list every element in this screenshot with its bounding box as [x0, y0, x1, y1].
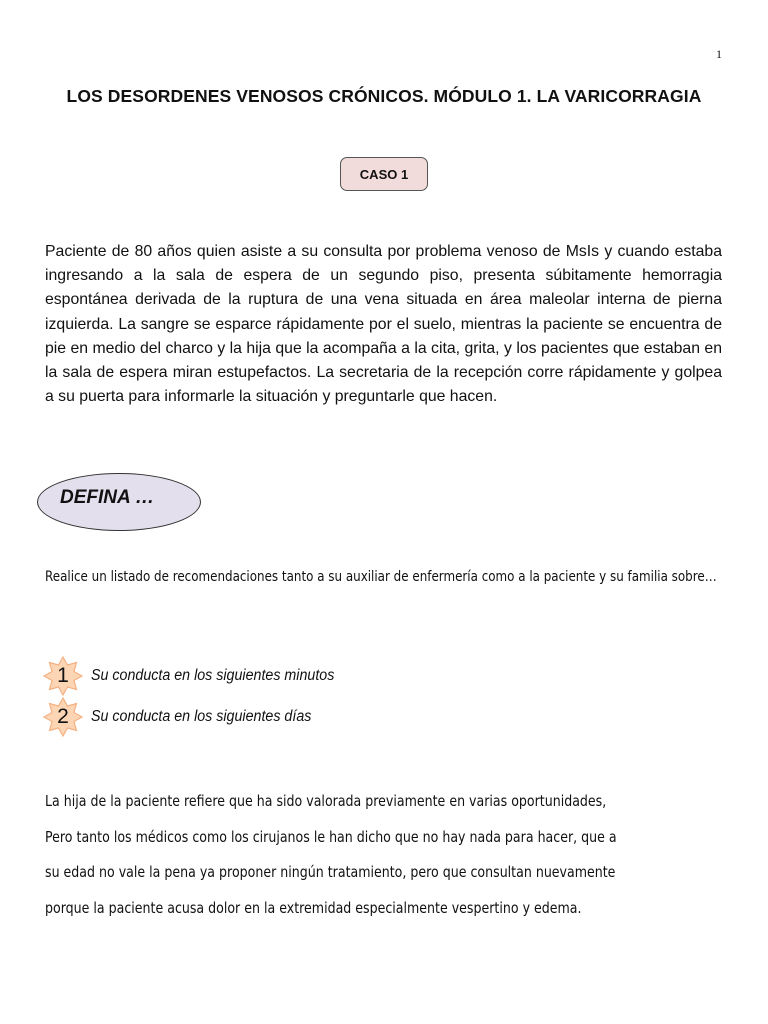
- followup-line: Pero tanto los médicos como los cirujanos le han dicho que no hay nada para hacer, que a: [45, 827, 617, 846]
- star-number-icon: [43, 656, 83, 696]
- star-number-icon: [43, 697, 83, 737]
- list-item: [43, 697, 331, 737]
- instruction-text: Realice un listado de recomendaciones tanto a su auxiliar de enfermería como a la paciente y su familia sobre…: [45, 569, 717, 585]
- document-title: LOS DESORDENES VENOSOS CRÓNICOS. MÓDULO 1. LA VARICORRAGIA: [66, 86, 702, 106]
- followup-paragraph: [45, 784, 725, 926]
- list-item-text: Su conducta en los siguientes minutos: [91, 667, 335, 684]
- list-item-text: Su conducta en los siguientes días: [91, 708, 312, 725]
- case-description: Paciente de 80 años quien asiste a su consulta por problema venoso de MsIs y cuando estaba ingresando a la sala de espera de un segundo piso, presenta súbitamente hemorragia espontánea derivada de la ruptura de una vena situada en área maleolar interna de pierna izquierda. La sangre se esparce rápidamente por el suelo, mientras la paciente se encuentra de pie en medio del charco y la hija que la acompaña a la cita, grita, y los pacientes que estaban en la sala de espera miran estupefactos. La secretaria de la recepción corre rápidamente y golpea a su puerta para informarle la situación y preguntarle que hacen.: [45, 243, 722, 406]
- page-number: 1: [716, 47, 722, 61]
- followup-line: La hija de la paciente refiere que ha sido valorada previamente en varias oportunidades,: [45, 792, 607, 810]
- case-badge-label: CASO 1: [359, 166, 409, 182]
- list-item-number: 2: [57, 705, 69, 728]
- case-badge: [340, 157, 428, 191]
- list-item-number: 1: [57, 664, 69, 687]
- followup-line: porque la paciente acusa dolor en la extremidad especialmente vespertino y edema.: [45, 898, 582, 917]
- list-item: [43, 656, 356, 696]
- define-label: DEFINA …: [60, 487, 155, 508]
- followup-line: su edad no vale la pena ya proponer ningún tratamiento, pero que consultan nuevamente: [45, 863, 616, 881]
